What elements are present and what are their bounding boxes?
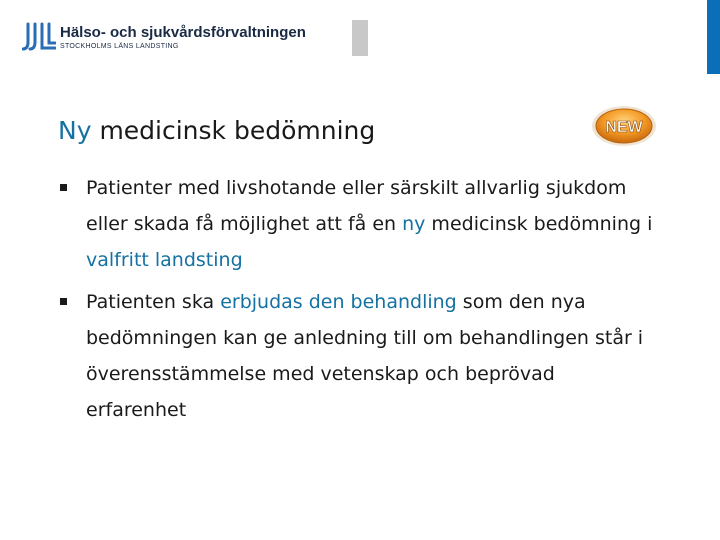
logo-name: Hälso- och sjukvårdsförvaltningen [60, 24, 306, 41]
bullet-square-icon [60, 184, 67, 191]
bullet-item [58, 284, 658, 428]
bullet-text: medicinsk bedömning i [425, 213, 653, 235]
bullet-item [58, 170, 658, 278]
title-accent: Ny [58, 116, 92, 145]
title-rest: medicinsk bedömning [91, 116, 376, 145]
bullet-highlight: erbjudas den behandling [220, 291, 457, 313]
bullet-list [58, 170, 658, 434]
bullet-highlight: valfritt landsting [86, 249, 243, 271]
logo-mark-icon [22, 22, 56, 52]
organization-logo [22, 20, 312, 56]
bullet-square-icon [60, 298, 67, 305]
bullet-text: Patienten ska [86, 291, 221, 313]
header-divider-bar [352, 20, 368, 56]
brand-accent-bar [707, 0, 720, 74]
new-badge-label: NEW [605, 119, 643, 136]
bullet-text: som den nya bedömningen kan ge anledning till om behandlingen står i överensstämmelse med vetenskap och beprövad erfarenhet [86, 291, 644, 421]
slide-title [58, 116, 375, 145]
bullet-highlight: ny [402, 213, 426, 235]
logo-subtitle: STOCKHOLMS LÄNS LANDSTING [60, 43, 179, 50]
bullet-text: Patienter med livshotande eller särskilt allvarlig sjukdom eller skada få möjlighet att få en [86, 177, 627, 235]
new-badge-icon [590, 104, 658, 148]
